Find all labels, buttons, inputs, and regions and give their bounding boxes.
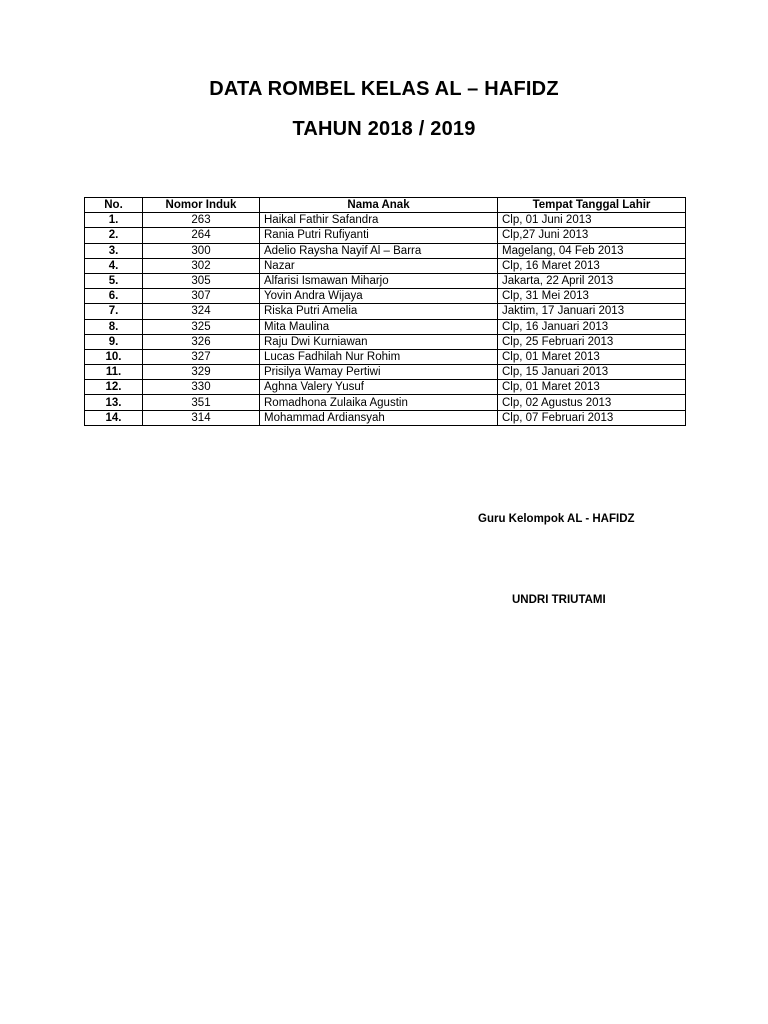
table-body [85, 213, 686, 426]
cell-nama-anak: Mohammad Ardiansyah [260, 410, 498, 425]
page-title: DATA ROMBEL KELAS AL – HAFIDZ [209, 78, 559, 100]
cell-no: 14. [85, 410, 143, 425]
cell-no: 1. [85, 213, 143, 228]
table-row [85, 395, 686, 410]
cell-no: 3. [85, 243, 143, 258]
cell-no: 4. [85, 258, 143, 273]
cell-nomor-induk: 302 [143, 258, 260, 273]
cell-no: 8. [85, 319, 143, 334]
table-row [85, 410, 686, 425]
table-row [85, 334, 686, 349]
cell-tempat-tanggal-lahir: Clp, 16 Januari 2013 [498, 319, 686, 334]
cell-nomor-induk: 325 [143, 319, 260, 334]
cell-no: 10. [85, 349, 143, 364]
cell-nomor-induk: 263 [143, 213, 260, 228]
cell-nama-anak: Mita Maulina [260, 319, 498, 334]
cell-tempat-tanggal-lahir: Clp, 01 Juni 2013 [498, 213, 686, 228]
cell-nama-anak: Aghna Valery Yusuf [260, 380, 498, 395]
cell-tempat-tanggal-lahir: Clp, 16 Maret 2013 [498, 258, 686, 273]
cell-nama-anak: Haikal Fathir Safandra [260, 213, 498, 228]
table-row [85, 349, 686, 364]
cell-nama-anak: Prisilya Wamay Pertiwi [260, 365, 498, 380]
table-row [85, 243, 686, 258]
cell-nomor-induk: 329 [143, 365, 260, 380]
cell-nama-anak: Rania Putri Rufiyanti [260, 228, 498, 243]
student-roster-table [84, 197, 686, 426]
cell-no: 9. [85, 334, 143, 349]
header-tempat-tanggal-lahir: Tempat Tanggal Lahir [498, 198, 686, 213]
cell-nomor-induk: 307 [143, 289, 260, 304]
table-row [85, 380, 686, 395]
header-nama-anak: Nama Anak [260, 198, 498, 213]
table-header [85, 198, 686, 213]
cell-tempat-tanggal-lahir: Clp, 07 Februari 2013 [498, 410, 686, 425]
page-subtitle: TAHUN 2018 / 2019 [292, 118, 476, 140]
table-row [85, 319, 686, 334]
cell-nama-anak: Romadhona Zulaika Agustin [260, 395, 498, 410]
cell-tempat-tanggal-lahir: Clp, 01 Maret 2013 [498, 349, 686, 364]
signature-name: UNDRI TRIUTAMI [512, 594, 606, 606]
cell-no: 2. [85, 228, 143, 243]
cell-nomor-induk: 324 [143, 304, 260, 319]
signature-label: Guru Kelompok AL - HAFIDZ [478, 513, 635, 525]
cell-no: 12. [85, 380, 143, 395]
cell-nama-anak: Adelio Raysha Nayif Al – Barra [260, 243, 498, 258]
cell-nomor-induk: 314 [143, 410, 260, 425]
cell-nama-anak: Alfarisi Ismawan Miharjo [260, 273, 498, 288]
cell-nama-anak: Riska Putri Amelia [260, 304, 498, 319]
cell-nomor-induk: 330 [143, 380, 260, 395]
cell-nama-anak: Lucas Fadhilah Nur Rohim [260, 349, 498, 364]
cell-tempat-tanggal-lahir: Clp,27 Juni 2013 [498, 228, 686, 243]
cell-no: 13. [85, 395, 143, 410]
cell-nomor-induk: 264 [143, 228, 260, 243]
cell-no: 6. [85, 289, 143, 304]
cell-nomor-induk: 327 [143, 349, 260, 364]
table-row [85, 289, 686, 304]
cell-nama-anak: Raju Dwi Kurniawan [260, 334, 498, 349]
cell-tempat-tanggal-lahir: Clp, 25 Februari 2013 [498, 334, 686, 349]
table-row [85, 273, 686, 288]
header-row [85, 198, 686, 213]
table-row [85, 304, 686, 319]
cell-no: 11. [85, 365, 143, 380]
cell-tempat-tanggal-lahir: Clp, 31 Mei 2013 [498, 289, 686, 304]
cell-no: 7. [85, 304, 143, 319]
cell-nomor-induk: 326 [143, 334, 260, 349]
header-no: No. [85, 198, 143, 213]
cell-tempat-tanggal-lahir: Magelang, 04 Feb 2013 [498, 243, 686, 258]
table-row [85, 228, 686, 243]
table-row [85, 365, 686, 380]
table-row [85, 213, 686, 228]
cell-tempat-tanggal-lahir: Jaktim, 17 Januari 2013 [498, 304, 686, 319]
cell-nama-anak: Yovin Andra Wijaya [260, 289, 498, 304]
header-nomor-induk: Nomor Induk [143, 198, 260, 213]
cell-tempat-tanggal-lahir: Clp, 15 Januari 2013 [498, 365, 686, 380]
cell-nama-anak: Nazar [260, 258, 498, 273]
cell-nomor-induk: 300 [143, 243, 260, 258]
table-row [85, 258, 686, 273]
cell-tempat-tanggal-lahir: Clp, 01 Maret 2013 [498, 380, 686, 395]
cell-tempat-tanggal-lahir: Clp, 02 Agustus 2013 [498, 395, 686, 410]
cell-nomor-induk: 351 [143, 395, 260, 410]
cell-nomor-induk: 305 [143, 273, 260, 288]
cell-no: 5. [85, 273, 143, 288]
cell-tempat-tanggal-lahir: Jakarta, 22 April 2013 [498, 273, 686, 288]
